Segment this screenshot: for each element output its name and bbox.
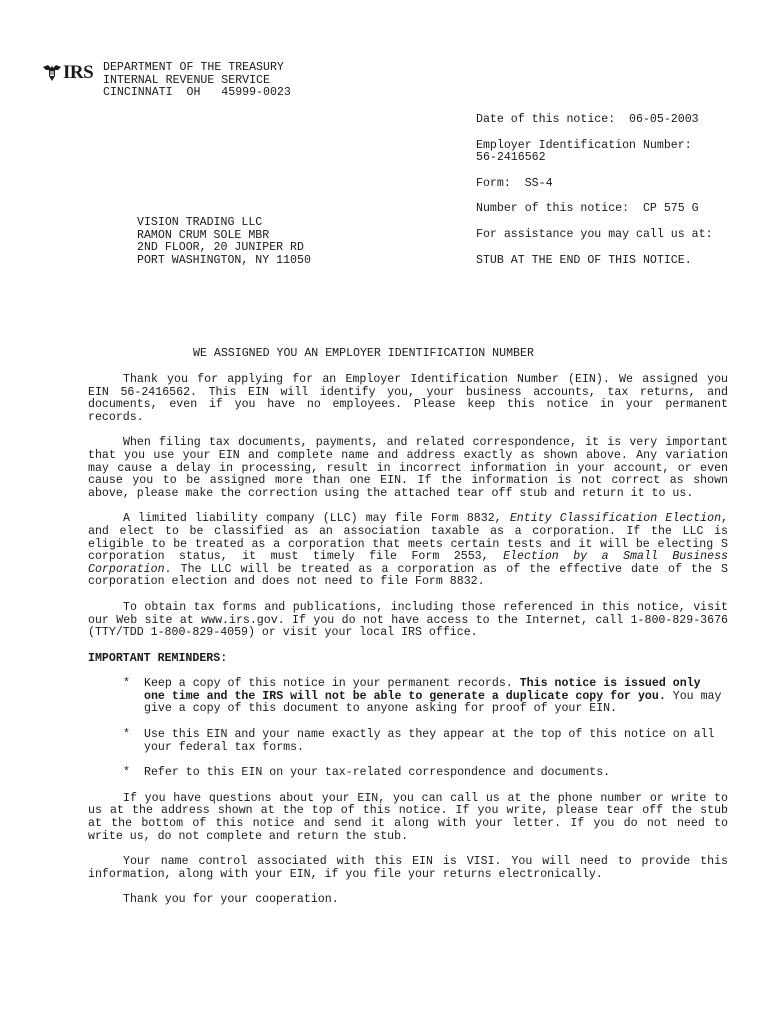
irs-eagle-logo-mark [42,61,94,83]
bullet-marker: * [123,728,130,742]
notice-date: Date of this notice: 06-05-2003 [476,113,699,126]
reminder-2-text: Use this EIN and your name exactly as they appear at the top of this notice on all your federal tax forms. [144,728,715,754]
reminder-3-text: Refer to this EIN on your tax-related correspondence and documents. [144,766,611,780]
paragraph-llc [88,513,728,589]
reminder-1-text-end: You may give a copy of this document to anyone asking for proof of your EIN. [144,689,722,716]
reminder-1-bold: This notice is issued only one time and the IRS will not be able to generate a duplicate copy for you. [144,677,701,703]
notice-meta [476,114,756,280]
recipient-address [137,217,311,267]
paragraph-questions: If you have questions about your EIN, you can call us at the phone number or write to us at the address shown at the top of this notice. If you write, please tear off the stub at the bottom of this notice and send it along with your letter. If you do not need to write us, do not complete and return the stub. [88,791,728,843]
eagle-icon [42,64,62,82]
assistance-text: For assistance you may call us at: [476,227,713,241]
address-line-3: 2ND FLOOR, 20 JUNIPER RD [137,241,304,255]
address-line-1: VISION TRADING LLC [137,216,263,229]
paragraph-closing: Thank you for your cooperation. [123,893,339,907]
reminders-title: IMPORTANT REMINDERS: [88,651,228,665]
form-number: Form: SS-4 [476,176,553,190]
llc-text-2: , and elect to be classified as an association taxable as a corporation. If the LLC is eligible to be treated as a corporation that meets certain tests and it will be electing S corporation status, it must timely file Form 2553, [88,512,728,564]
ein-label: Employer Identification Number: [476,138,692,152]
paragraph-filing: When filing tax documents, payments, and related correspondence, it is very important that you use your EIN and complete name and address exactly as shown above. Any variation may cause a delay in processing, result in incorrect information in your account, or even cause you to be assigned more than one EIN. If the information is not correct as shown above, please make the correction using the attached tear off stub and return it to us. [88,436,728,500]
irs-logo-text: IRS [63,61,94,83]
address-line-2: RAMON CRUM SOLE MBR [137,228,270,242]
stub-text: STUB AT THE END OF THIS NOTICE. [476,253,692,267]
agency-department: DEPARTMENT OF THE TREASURY [103,61,284,74]
reminder-item [88,678,728,716]
address-line-4: PORT WASHINGTON, NY 11050 [137,253,311,267]
paragraph-thank-you: Thank you for applying for an Employer Identification Number (EIN). We assigned you EIN 56-2416562. This EIN will identify you, your business accounts, tax returns, and documents, even if you have no employees. Please keep this notice in your permanent records. [88,373,728,424]
agency-service: INTERNAL REVENUE SERVICE [103,73,270,87]
llc-text-1: A limited liability company (LLC) may file Form 8832, [123,512,510,526]
reminder-item [88,767,728,780]
bullet-marker: * [123,766,130,780]
paragraph-forms: To obtain tax forms and publications, including those referenced in this notice, visit our Web site at www.irs.gov. If you do not have access to the Internet, call 1-800-829-3676 (TTY/TDD 1-800-829-4059) or visit your local IRS office. [88,600,728,640]
agency-header [103,62,291,100]
paragraph-name-control: Your name control associated with this EIN is VISI. You will need to provide this information, along with your EIN, if you file your returns electronically. [88,855,728,881]
notice-heading: WE ASSIGNED YOU AN EMPLOYER IDENTIFICATION NUMBER [193,347,534,360]
agency-city: CINCINNATI OH 45999-0023 [103,86,291,100]
reminder-item [88,729,728,754]
ein-value: 56-2416562 [476,151,546,165]
reminder-1-text: Keep a copy of this notice in your permanent records. [144,677,520,691]
ein-block [476,140,756,165]
llc-form-title-2553: Election by a Small Business Corporation [88,550,729,576]
notice-body [88,374,728,920]
notice-number: Number of this notice: CP 575 G [476,202,699,216]
llc-text-3: . The LLC will be treated as a corporation as of the effective date of the S corporation election and does not need to file Form 8832. [88,562,728,589]
irs-logo [42,62,93,84]
llc-form-title-8832: Entity Classification Election [509,512,722,526]
bullet-marker: * [123,677,130,691]
